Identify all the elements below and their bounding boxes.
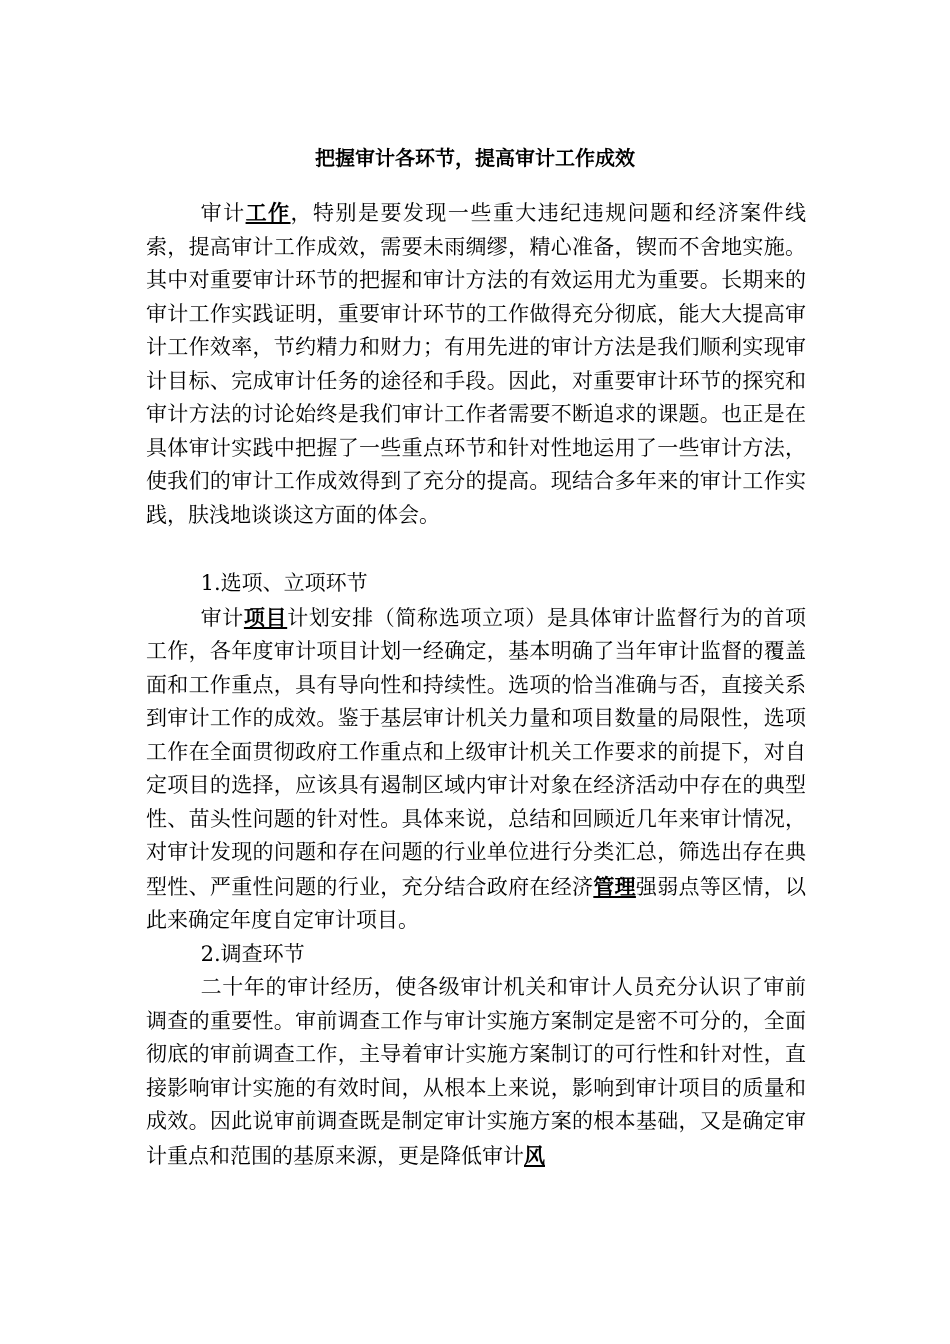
intro-text-rest: ，特别是要发现一些重大违纪违规问题和经济案件线索，提高审计工作成效，需要未雨绸缪，精心准备，锲而不舍地实施。其中对重要审计环节的把握和审计方法的有效运用尤为重要。长期来的审计工作实践证明，重要审计环节的工作做得充分彻底，能大大提高审计工作效率，节约精力和财力；有用先进的审计方法是我们顺利实现审计目标、完成审计任务的途径和手段。因此，对重要审计环节的探究和审计方法的讨论始终是我们审计工作者需要不断追求的课题。也正是在具体审计实践中把握了一些重点环节和针对性地运用了一些审计方法，使我们的审计工作成效得到了充分的提高。现结合多年来的审计工作实践，肤浅地谈谈这方面的体会。: [146, 201, 807, 527]
intro-text-start: 审计: [200, 201, 246, 225]
section2-text-start: 二十年的审计经历，使各级审计机关和审计人员充分认识了审前调查的重要性。审前调查工作与审计实施方案制定是密不可分的，全面彻底的审前调查工作，主导着审计实施方案制订的可行性和针对性，直接影响审计实施的有效时间，从根本上来说，影响到审计项目的质量和成效。因此说审前调查既是制定审计实施方案的根本基础，又是确定审计重点和范围的基原来源，更是降低审计: [146, 975, 806, 1168]
intro-paragraph: [146, 196, 806, 532]
link-risk[interactable]: 风: [524, 1142, 545, 1168]
section1-text-end: 强弱点等区情，以此来确定年度自定审计项目。: [146, 874, 807, 932]
document-body: [146, 196, 806, 1173]
link-management[interactable]: 管理: [593, 873, 636, 899]
link-project[interactable]: 项目: [243, 604, 288, 630]
document-title: 把握审计各环节，提高审计工作成效: [315, 146, 635, 170]
section1-paragraph: [146, 601, 806, 938]
section1-heading: 1.选项、立项环节: [200, 571, 368, 595]
section2-heading: 2.调查环节: [200, 941, 305, 966]
section2-paragraph: [146, 971, 806, 1173]
link-work[interactable]: 工作: [245, 200, 291, 225]
section1-text-start: 审计: [200, 605, 244, 630]
section1-text-middle: 计划安排（简称选项立项）是具体审计监督行为的首项工作，各年度审计项目计划一经确定，基本明确了当年审计监督的覆盖面和工作重点，具有导向性和持续性。选项的恰当准确与否，直接关系到审计工作的成效。鉴于基层审计机关力量和项目数量的局限性，选项工作在全面贯彻政府工作重点和上级审计机关工作要求的前提下，对自定项目的选择，应该具有遏制区域内审计对象在经济活动中存在的典型性、苗头性问题的针对性。具体来说，总结和回顾近几年来审计情况，对审计发现的问题和存在问题的行业单位进行分类汇总，筛选出存在典型性、严重性问题的行业，充分结合政府在经济: [146, 605, 807, 899]
